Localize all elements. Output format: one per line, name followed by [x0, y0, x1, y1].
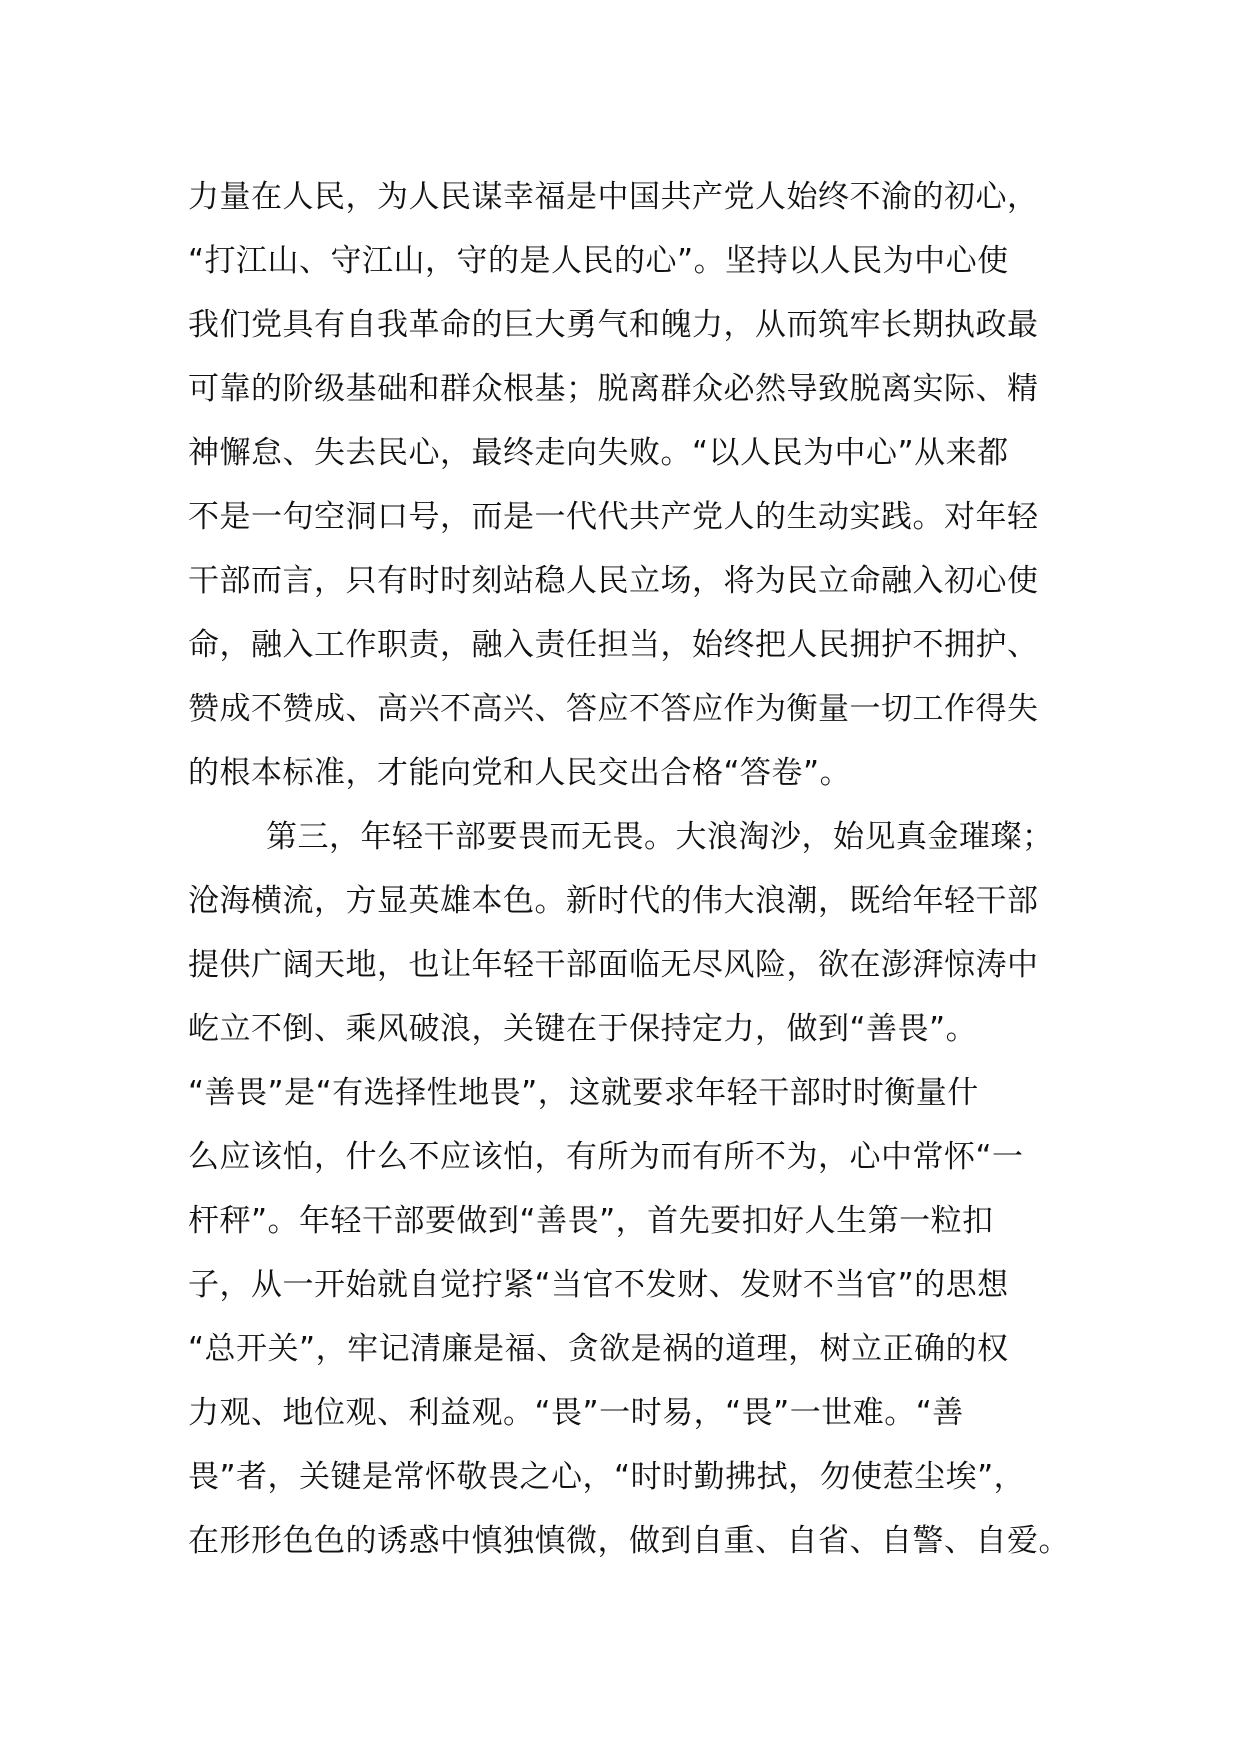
- paragraph-start-line: 第三，年轻干部要畏而无畏。大浪淘沙，始见真金璀璨；: [266, 819, 1054, 855]
- body-text: [188, 165, 1068, 1573]
- text-line: 我们党具有自我革命的巨大勇气和魄力，从而筑牢长期执政最: [188, 307, 1039, 343]
- text-line: 杆秤”。年轻干部要做到“善畏”，首先要扣好人生第一粒扣: [188, 1203, 994, 1239]
- text-line: 赞成不赞成、高兴不高兴、答应不答应作为衡量一切工作得失: [188, 691, 1039, 727]
- text-line: “善畏”是“有选择性地畏”，这就要求年轻干部时时衡量什: [188, 1075, 979, 1111]
- text-line: 力观、地位观、利益观。“畏”一时易，“畏”一世难。“善: [188, 1395, 964, 1431]
- text-line: “打江山、守江山，守的是人民的心”。坚持以人民为中心使: [188, 243, 1009, 279]
- text-line: 沧海横流，方显英雄本色。新时代的伟大浪潮，既给年轻干部: [188, 883, 1039, 919]
- text-line: 在形形色色的诱惑中慎独慎微，做到自重、自省、自警、自爱。: [188, 1523, 1070, 1559]
- text-line: “总开关”，牢记清廉是福、贪欲是祸的道理，树立正确的权: [188, 1331, 1009, 1367]
- text-line: 么应该怕，什么不应该怕，有所为而有所不为，心中常怀“一: [188, 1139, 1024, 1175]
- text-line: 子，从一开始就自觉拧紧“当官不发财、发财不当官”的思想: [188, 1267, 1009, 1303]
- text-line: 屹立不倒、乘风破浪，关键在于保持定力，做到“善畏”。: [188, 1011, 978, 1047]
- text-line: 神懈怠、失去民心，最终走向失败。“以人民为中心”从来都: [188, 435, 1009, 471]
- text-line: 畏”者，关键是常怀敬畏之心，“时时勤拂拭，勿使惹尘埃”，: [188, 1459, 1026, 1495]
- text-line: 命，融入工作职责，融入责任担当，始终把人民拥护不拥护、: [188, 627, 1039, 663]
- text-line: 力量在人民，为人民谋幸福是中国共产党人始终不渝的初心，: [188, 179, 1039, 215]
- text-line: 不是一句空洞口号，而是一代代共产党人的生动实践。对年轻: [188, 499, 1039, 535]
- text-line: 可靠的阶级基础和群众根基；脱离群众必然导致脱离实际、精: [188, 371, 1039, 407]
- text-line: 的根本标准，才能向党和人民交出合格“答卷”。: [188, 755, 852, 791]
- text-line: 提供广阔天地，也让年轻干部面临无尽风险，欲在澎湃惊涛中: [188, 947, 1039, 983]
- text-line: 干部而言，只有时时刻站稳人民立场，将为民立命融入初心使: [188, 563, 1039, 599]
